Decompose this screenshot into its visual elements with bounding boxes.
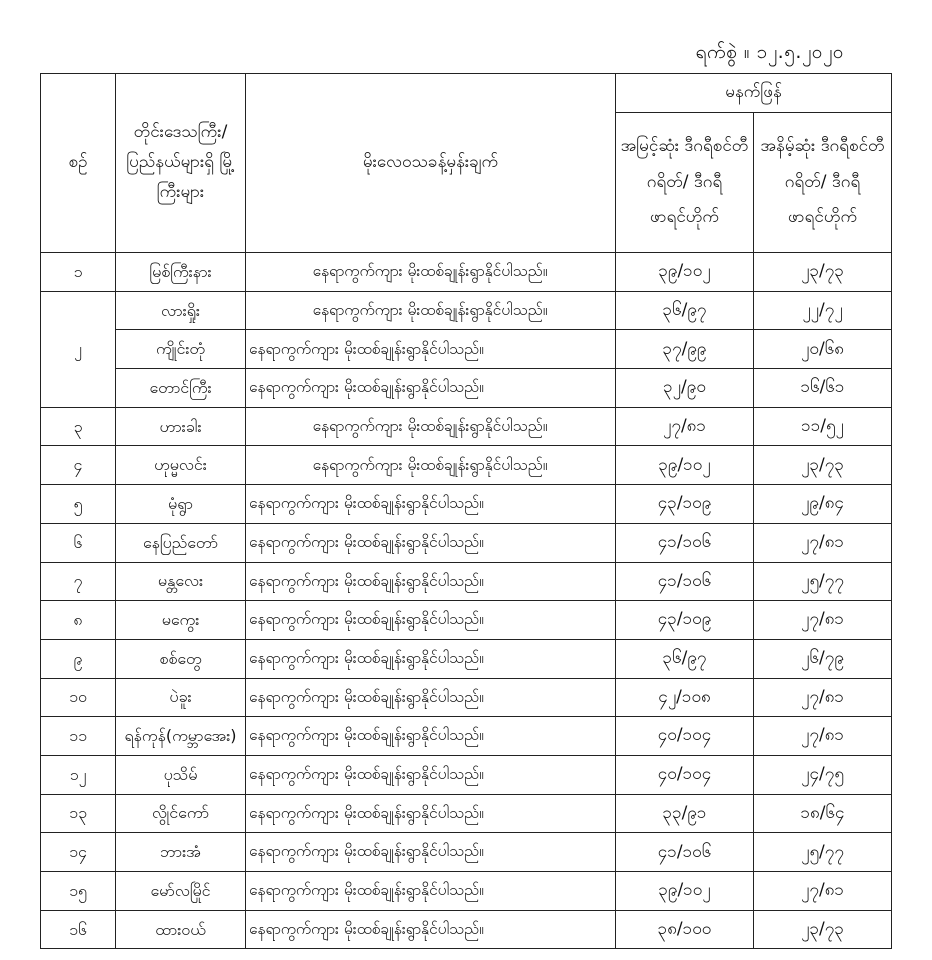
row-max-temp: ၃၃/၉၁: [616, 794, 754, 833]
row-min-temp: ၂၅/၇၇: [754, 562, 892, 601]
row-max-temp: ၃၂/၉၀: [616, 369, 754, 408]
row-city-name: လားရှိုး: [116, 291, 246, 330]
row-city-name: စစ်တွေ: [116, 639, 246, 678]
row-forecast-text: နေရာကွက်ကျား မိုးထစ်ချုန်းရွာနိုင်ပါသည်။: [246, 485, 616, 524]
header-region-city: တိုင်းဒေသကြီး/ ပြည်နယ်များရှိ မြို့ကြီးများ: [116, 74, 246, 253]
row-city-name: ဘားအံ: [116, 833, 246, 872]
header-forecast: မိုးလေဝသခန့်မှန်းချက်: [246, 74, 616, 253]
row-serial-no: ၁၅: [41, 872, 116, 911]
row-max-temp: ၄၁/၁၀၆: [616, 523, 754, 562]
weather-forecast-table: [40, 73, 892, 949]
table-row: [41, 910, 892, 949]
row-forecast-text: နေရာကွက်ကျား မိုးထစ်ချုန်းရွာနိုင်ပါသည်။: [246, 910, 616, 949]
table-row: [41, 833, 892, 872]
row-min-temp: ၁၈/၆၄: [754, 794, 892, 833]
table-row: [41, 872, 892, 911]
row-forecast-text: နေရာကွက်ကျား မိုးထစ်ချုန်းရွာနိုင်ပါသည်။: [246, 639, 616, 678]
row-city-name: ပဲခူး: [116, 678, 246, 717]
row-serial-no: ၁၄: [41, 833, 116, 872]
row-forecast-text: နေရာကွက်ကျား မိုးထစ်ချုန်းရွာနိုင်ပါသည်။: [246, 833, 616, 872]
row-min-temp: ၂၆/၇၉: [754, 639, 892, 678]
table-row: [41, 446, 892, 485]
row-min-temp: ၂၃/၇၃: [754, 253, 892, 292]
row-forecast-text: နေရာကွက်ကျား မိုးထစ်ချုန်းရွာနိုင်ပါသည်။: [246, 678, 616, 717]
row-forecast-text: နေရာကွက်ကျား မိုးထစ်ချုန်းရွာနိုင်ပါသည်။: [246, 253, 616, 292]
header-serial-no: စဉ်: [41, 74, 116, 253]
row-min-temp: ၂၅/၇၇: [754, 833, 892, 872]
row-city-name: မော်လမြိုင်: [116, 872, 246, 911]
row-city-name: ဟုမ္မလင်း: [116, 446, 246, 485]
row-forecast-text: နေရာကွက်ကျား မိုးထစ်ချုန်းရွာနိုင်ပါသည်။: [246, 407, 616, 446]
table-row: [41, 755, 892, 794]
row-min-temp: ၂၃/၇၃: [754, 910, 892, 949]
header-max-temp: အမြင့်ဆုံး ဒီဂရီစင်တီဂရိတ်/ ဒီဂရီဖာရင်ဟိုက်: [616, 113, 754, 253]
row-max-temp: ၄၂/၁၀၈: [616, 678, 754, 717]
row-serial-no: ၈: [41, 601, 116, 640]
row-forecast-text: နေရာကွက်ကျား မိုးထစ်ချုန်းရွာနိုင်ပါသည်။: [246, 523, 616, 562]
table-row: [41, 601, 892, 640]
row-max-temp: ၄၁/၁၀၆: [616, 562, 754, 601]
row-forecast-text: နေရာကွက်ကျား မိုးထစ်ချုန်းရွာနိုင်ပါသည်။: [246, 446, 616, 485]
row-min-temp: ၂၇/၈၁: [754, 872, 892, 911]
row-max-temp: ၃၈/၁၀၀: [616, 910, 754, 949]
row-min-temp: ၂၇/၈၁: [754, 523, 892, 562]
row-min-temp: ၂၉/၈၄: [754, 485, 892, 524]
row-min-temp: ၂၀/၆၈: [754, 330, 892, 369]
row-max-temp: ၄၃/၁၀၉: [616, 601, 754, 640]
table-row: [41, 678, 892, 717]
row-serial-no: ၁၃: [41, 794, 116, 833]
row-forecast-text: နေရာကွက်ကျား မိုးထစ်ချုန်းရွာနိုင်ပါသည်။: [246, 291, 616, 330]
row-city-name: ပုသိမ်: [116, 755, 246, 794]
table-row: [41, 291, 892, 330]
row-max-temp: ၄၁/၁၀၆: [616, 833, 754, 872]
row-forecast-text: နေရာကွက်ကျား မိုးထစ်ချုန်းရွာနိုင်ပါသည်။: [246, 717, 616, 756]
row-city-name: ဟားခါး: [116, 407, 246, 446]
row-max-temp: ၄၀/၁၀၄: [616, 755, 754, 794]
row-max-temp: ၃၆/၉၇: [616, 291, 754, 330]
row-min-temp: ၂၇/၈၁: [754, 717, 892, 756]
row-serial-no: ၁၁: [41, 717, 116, 756]
row-max-temp: ၃၇/၉၉: [616, 330, 754, 369]
table-row: [41, 407, 892, 446]
row-max-temp: ၃၉/၁၀၂: [616, 253, 754, 292]
row-max-temp: ၂၇/၈၁: [616, 407, 754, 446]
table-row: [41, 523, 892, 562]
row-serial-no: ၉: [41, 639, 116, 678]
report-date: ရက်စွဲ ။ ၁၂.၅.၂၀၂၀: [695, 41, 844, 63]
row-forecast-text: နေရာကွက်ကျား မိုးထစ်ချုန်းရွာနိုင်ပါသည်။: [246, 794, 616, 833]
row-serial-no: ၁၀: [41, 678, 116, 717]
row-forecast-text: နေရာကွက်ကျား မိုးထစ်ချုန်းရွာနိုင်ပါသည်။: [246, 755, 616, 794]
row-max-temp: ၄၃/၁၀၉: [616, 485, 754, 524]
row-serial-no: ၅: [41, 485, 116, 524]
row-city-name: ကျိုင်းတုံ: [116, 330, 246, 369]
table-row: [41, 794, 892, 833]
row-serial-no: ၁၂: [41, 755, 116, 794]
table-row: [41, 330, 892, 369]
row-serial-no: ၃: [41, 407, 116, 446]
row-max-temp: ၄၀/၁၀၄: [616, 717, 754, 756]
row-min-temp: ၁၆/၆၁: [754, 369, 892, 408]
row-forecast-text: နေရာကွက်ကျား မိုးထစ်ချုန်းရွာနိုင်ပါသည်။: [246, 369, 616, 408]
table-body: [41, 253, 892, 949]
row-serial-no: ၄: [41, 446, 116, 485]
row-city-name: နေပြည်တော်: [116, 523, 246, 562]
row-city-name: မကွေး: [116, 601, 246, 640]
row-forecast-text: နေရာကွက်ကျား မိုးထစ်ချုန်းရွာနိုင်ပါသည်။: [246, 562, 616, 601]
row-max-temp: ၃၆/၉၇: [616, 639, 754, 678]
row-min-temp: ၂၄/၇၅: [754, 755, 892, 794]
row-serial-no: ၆: [41, 523, 116, 562]
row-city-name: ထားဝယ်: [116, 910, 246, 949]
row-city-name: မုံရွာ: [116, 485, 246, 524]
header-tomorrow: မနက်ဖြန်: [616, 74, 892, 113]
table-row: [41, 562, 892, 601]
row-city-name: မန္တလေး: [116, 562, 246, 601]
row-forecast-text: နေရာကွက်ကျား မိုးထစ်ချုန်းရွာနိုင်ပါသည်။: [246, 601, 616, 640]
row-forecast-text: နေရာကွက်ကျား မိုးထစ်ချုန်းရွာနိုင်ပါသည်။: [246, 872, 616, 911]
row-serial-no: ၇: [41, 562, 116, 601]
row-city-name: ရန်ကုန်(ကမ္ဘာအေး): [116, 717, 246, 756]
row-max-temp: ၃၉/၁၀၂: [616, 872, 754, 911]
row-serial-no: ၁၆: [41, 910, 116, 949]
row-min-temp: ၂၇/၈၁: [754, 601, 892, 640]
row-forecast-text: နေရာကွက်ကျား မိုးထစ်ချုန်းရွာနိုင်ပါသည်။: [246, 330, 616, 369]
row-city-name: မြစ်ကြီးနား: [116, 253, 246, 292]
row-city-name: တောင်ကြီး: [116, 369, 246, 408]
table-row: [41, 717, 892, 756]
header-min-temp: အနိမ့်ဆုံး ဒီဂရီစင်တီဂရိတ်/ ဒီဂရီဖာရင်ဟိုက်: [754, 113, 892, 253]
table-row: [41, 253, 892, 292]
row-min-temp: ၂၃/၇၃: [754, 446, 892, 485]
row-min-temp: ၂၂/၇၂: [754, 291, 892, 330]
row-serial-no: ၂: [41, 291, 116, 407]
row-city-name: လွိုင်ကော်: [116, 794, 246, 833]
table-row: [41, 369, 892, 408]
table-row: [41, 639, 892, 678]
table-row: [41, 485, 892, 524]
row-min-temp: ၂၇/၈၁: [754, 678, 892, 717]
row-serial-no: ၁: [41, 253, 116, 292]
row-min-temp: ၁၁/၅၂: [754, 407, 892, 446]
row-max-temp: ၃၉/၁၀၂: [616, 446, 754, 485]
